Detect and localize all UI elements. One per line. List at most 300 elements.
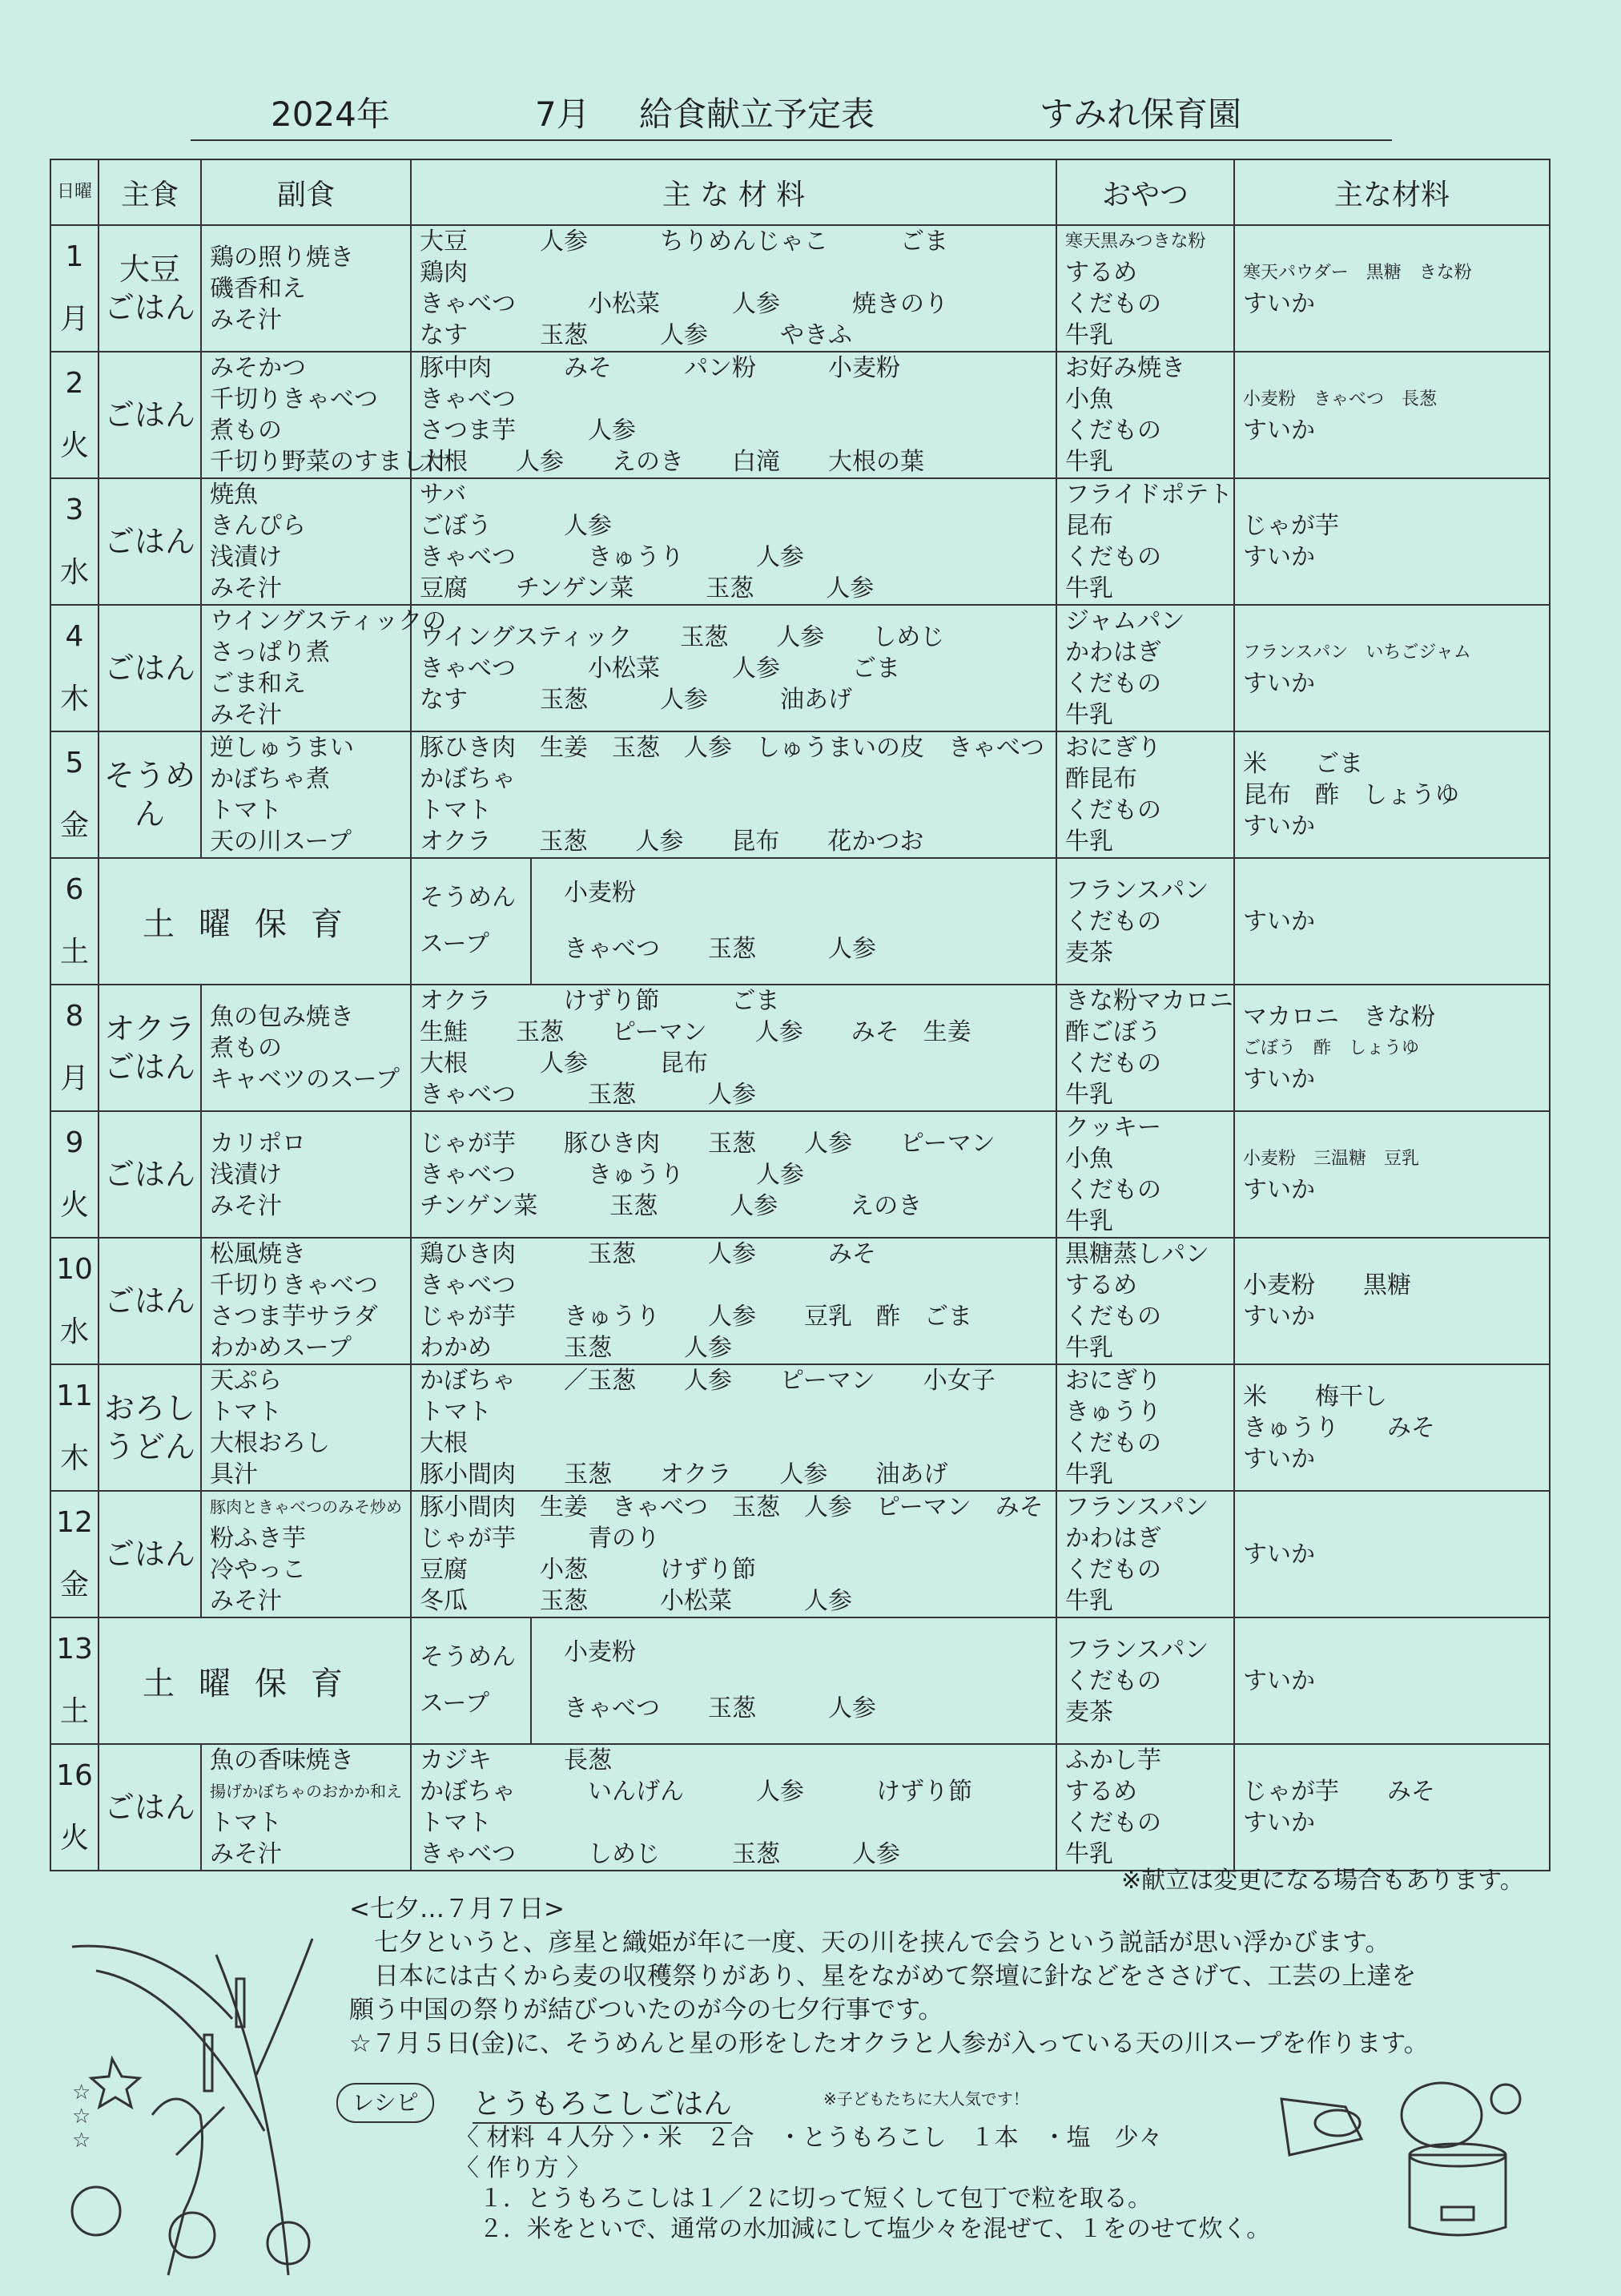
side-cell bbox=[201, 1744, 411, 1871]
line: ごはん bbox=[103, 524, 195, 559]
line: 揚げかぼちゃのおかか和え bbox=[210, 1782, 402, 1801]
weekday: 土 bbox=[59, 1695, 89, 1728]
line: 魚の香味焼き bbox=[210, 1746, 354, 1774]
snack-ingredients-cell bbox=[1234, 858, 1550, 985]
line: そうめん bbox=[103, 758, 195, 832]
line: きゃべつ しめじ 玉葱 人参 bbox=[420, 1840, 900, 1868]
sat-dish: そうめん bbox=[420, 884, 516, 912]
sat-ingredient: 小麦粉 bbox=[564, 1638, 636, 1666]
recipe-note: ※子どもたちに大人気です！ bbox=[823, 2089, 1029, 2109]
snack-cell bbox=[1056, 1617, 1234, 1744]
line: オクラ けずり節 ごま bbox=[420, 987, 780, 1015]
line: チンゲン菜 玉葱 人参 えのき bbox=[420, 1191, 923, 1220]
line: すいか bbox=[1243, 907, 1315, 936]
line: 牛乳 bbox=[1065, 828, 1113, 856]
col-snack-ingredients: 主な材料 bbox=[1234, 159, 1550, 225]
line: 大根 人参 昆布 bbox=[420, 1049, 708, 1078]
line: 小麦粉 黒糖 bbox=[1243, 1271, 1411, 1299]
staple-cell bbox=[99, 1744, 201, 1871]
line: きゅうり bbox=[1065, 1398, 1161, 1426]
snack-ingredients-cell bbox=[1234, 1111, 1550, 1238]
date: 5 bbox=[65, 747, 84, 779]
side-cell bbox=[201, 605, 447, 731]
line: くだもの bbox=[1065, 670, 1161, 698]
line: みそ汁 bbox=[210, 1587, 282, 1615]
line: じゃが芋 青のり bbox=[420, 1525, 660, 1553]
line: ごはん bbox=[103, 1537, 195, 1572]
line: 浅漬け bbox=[210, 543, 282, 571]
tanabata-line: 七夕というと、彦星と織姫が年に一度、天の川を挟んで会うという説話が思い浮かびます。 bbox=[349, 1928, 1390, 1957]
line: 豚小間肉 玉葱 オクラ 人参 油あげ bbox=[420, 1460, 948, 1488]
line: すいか bbox=[1243, 1444, 1315, 1473]
snack-ingredients-cell bbox=[1234, 1238, 1550, 1364]
line: 牛乳 bbox=[1065, 1587, 1113, 1615]
line: すいか bbox=[1243, 1666, 1315, 1695]
sat-ingredient: きゃべつ 玉葱 人参 bbox=[564, 1694, 876, 1722]
date: 8 bbox=[65, 1000, 84, 1033]
sat-ingredient: 小麦粉 bbox=[564, 879, 636, 907]
line: 浅漬け bbox=[210, 1160, 282, 1189]
line: きゃべつ 小松菜 人参 ごま bbox=[420, 654, 900, 683]
line: おにぎり bbox=[1065, 734, 1161, 762]
side-cell bbox=[201, 731, 411, 858]
line: 豚中肉 みそ パン粉 小麦粉 bbox=[420, 354, 900, 382]
line: すいか bbox=[1243, 1065, 1315, 1094]
line: 牛乳 bbox=[1065, 1840, 1113, 1868]
line: 牛乳 bbox=[1065, 1460, 1113, 1488]
line: 大根 人参 えのき 白滝 大根の葉 bbox=[420, 448, 924, 476]
snack-cell bbox=[1056, 225, 1234, 352]
col-ingredients: 主 な 材 料 bbox=[411, 159, 1056, 225]
sat-dishes-cell bbox=[411, 1617, 531, 1744]
line: さつま芋サラダ bbox=[210, 1303, 378, 1331]
line: かわはぎ bbox=[1065, 1525, 1161, 1553]
tanabata-line: 願う中国の祭りが結びついたのが今の七夕行事です。 bbox=[349, 1996, 943, 2024]
side-cell bbox=[201, 1238, 411, 1364]
snack-ingredients-cell bbox=[1234, 1491, 1550, 1617]
snack-cell bbox=[1056, 731, 1234, 858]
recipe-steps bbox=[455, 2123, 1336, 2245]
line: 天ぷら bbox=[210, 1367, 282, 1395]
staple-cell bbox=[99, 352, 201, 478]
ingredients-cell bbox=[411, 1364, 1056, 1491]
snack-ingredients-cell bbox=[1234, 225, 1550, 352]
line: さつま芋 人参 bbox=[420, 417, 636, 445]
staple-cell bbox=[99, 731, 201, 858]
line: 米 梅干し bbox=[1243, 1382, 1387, 1411]
staple-cell bbox=[99, 225, 201, 352]
snack-cell bbox=[1056, 1744, 1234, 1871]
recipe-line: 〈 作り方 〉 bbox=[455, 2154, 591, 2182]
line: ごぼう 酢 しょうゆ bbox=[1243, 1037, 1420, 1058]
line: ごはん bbox=[103, 397, 195, 433]
weekday: 金 bbox=[59, 1569, 89, 1601]
line: くだもの bbox=[1065, 1429, 1161, 1457]
ingredients-cell bbox=[411, 731, 1056, 858]
line: 磯香和え bbox=[210, 274, 306, 303]
line: ウイングスティックの bbox=[210, 607, 447, 635]
line: 豚ひき肉 生姜 玉葱 人参 しゅうまいの皮 きゃべつ bbox=[420, 734, 1044, 762]
table-row bbox=[50, 352, 1550, 478]
date: 3 bbox=[65, 493, 84, 526]
line: 生鮭 玉葱 ピーマン 人参 みそ 生姜 bbox=[420, 1018, 971, 1046]
line: みそ汁 bbox=[210, 574, 282, 602]
line: すいか bbox=[1243, 1540, 1315, 1569]
line: すいか bbox=[1243, 417, 1315, 445]
line: きゃべつ bbox=[420, 1271, 516, 1299]
line: 鶏肉 bbox=[420, 259, 468, 287]
weekday: 水 bbox=[59, 556, 89, 589]
line: トマト bbox=[420, 1809, 492, 1837]
line: きな粉マカロニ bbox=[1065, 987, 1233, 1015]
line: 鶏ひき肉 玉葱 人参 みそ bbox=[420, 1240, 876, 1268]
line: ごはん bbox=[103, 1049, 195, 1085]
line: くだもの bbox=[1065, 417, 1161, 445]
snack-ingredients-cell bbox=[1234, 1744, 1550, 1871]
weekday: 土 bbox=[59, 936, 89, 969]
line: みそ汁 bbox=[210, 1191, 282, 1220]
staple-cell bbox=[99, 1364, 201, 1491]
line: みそ汁 bbox=[210, 305, 282, 334]
line: 煮もの bbox=[210, 417, 282, 445]
weekday: 火 bbox=[59, 1822, 89, 1855]
snack-cell bbox=[1056, 1111, 1234, 1238]
line: 松風焼き bbox=[210, 1240, 306, 1268]
line: トマト bbox=[210, 1809, 282, 1837]
date: 12 bbox=[56, 1506, 93, 1539]
table-row bbox=[50, 1617, 1550, 1744]
day-cell bbox=[50, 352, 99, 478]
line: するめ bbox=[1065, 1778, 1137, 1806]
staple-cell bbox=[99, 1238, 201, 1364]
snack-cell bbox=[1056, 1238, 1234, 1364]
svg-text:☆: ☆ bbox=[72, 2105, 91, 2129]
ingredients-cell bbox=[411, 478, 1056, 605]
page-title bbox=[191, 82, 1392, 141]
side-cell bbox=[201, 1111, 411, 1238]
day-cell bbox=[50, 1617, 99, 1744]
line: 麦茶 bbox=[1065, 938, 1113, 967]
table-row bbox=[50, 731, 1550, 858]
staple-cell bbox=[99, 605, 201, 731]
line: じゃが芋 豚ひき肉 玉葱 人参 ピーマン bbox=[420, 1129, 996, 1158]
ingredients-cell bbox=[411, 225, 1056, 352]
line: フランスパン いちごジャム bbox=[1243, 642, 1471, 663]
staple-cell bbox=[99, 1491, 201, 1617]
staple-cell bbox=[99, 1111, 201, 1238]
rice-cooker-illustration bbox=[1265, 2067, 1570, 2251]
side-cell bbox=[201, 985, 411, 1111]
ingredients-cell bbox=[411, 1744, 1056, 1871]
table-row bbox=[50, 1491, 1550, 1617]
menu-table bbox=[50, 159, 1551, 1871]
snack-cell bbox=[1056, 605, 1234, 731]
line: くだもの bbox=[1065, 543, 1161, 571]
day-cell bbox=[50, 1238, 99, 1364]
line: 大根 bbox=[420, 1429, 468, 1457]
line: ごはん bbox=[103, 1157, 195, 1192]
line: フライドポテト bbox=[1065, 481, 1233, 509]
side-cell bbox=[201, 352, 450, 478]
recipe-name: とうもろこしごはん bbox=[473, 2081, 732, 2124]
line: かぼちゃ ／玉葱 人参 ピーマン 小女子 bbox=[420, 1367, 996, 1395]
tanabata-line: 日本には古くから麦の収穫祭りがあり、星をながめて祭壇に針などをささげて、工芸の上達を bbox=[349, 1962, 1417, 1991]
date: 11 bbox=[56, 1380, 93, 1412]
ingredients-cell bbox=[411, 1491, 1056, 1617]
line: きんぴら bbox=[210, 512, 306, 540]
snack-ingredients-cell bbox=[1234, 352, 1550, 478]
svg-text:☆: ☆ bbox=[72, 2129, 91, 2153]
line: トマト bbox=[420, 796, 492, 824]
ingredients-cell bbox=[411, 1238, 1056, 1364]
day-cell bbox=[50, 1491, 99, 1617]
line: くだもの bbox=[1065, 1049, 1161, 1078]
line: カジキ 長葱 bbox=[420, 1746, 612, 1774]
line: 粉ふき芋 bbox=[210, 1525, 306, 1553]
day-cell bbox=[50, 985, 99, 1111]
line: おにぎり bbox=[1065, 1367, 1161, 1395]
side-cell bbox=[201, 1364, 411, 1491]
line: ジャムパン bbox=[1065, 607, 1185, 635]
table-row bbox=[50, 858, 1550, 985]
sat-dish: そうめん bbox=[420, 1643, 516, 1671]
line: きゃべつ きゅうり 人参 bbox=[420, 1160, 804, 1189]
line: 千切りきゃべつ bbox=[210, 385, 378, 413]
snack-cell bbox=[1056, 985, 1234, 1111]
line: 大豆 bbox=[119, 252, 180, 287]
line: 牛乳 bbox=[1065, 574, 1113, 602]
line: クッキー bbox=[1065, 1114, 1161, 1142]
table-row bbox=[50, 478, 1550, 605]
line: 千切りきゃべつ bbox=[210, 1271, 378, 1299]
saturday-care: 土曜保育 bbox=[99, 858, 411, 985]
line: 大根おろし bbox=[210, 1429, 330, 1457]
line: 牛乳 bbox=[1065, 1207, 1113, 1235]
line: サバ bbox=[420, 481, 467, 509]
day-cell bbox=[50, 605, 99, 731]
line: かぼちゃ煮 bbox=[210, 765, 330, 793]
line: くだもの bbox=[1065, 1809, 1161, 1837]
day-cell bbox=[50, 1111, 99, 1238]
snack-ingredients-cell bbox=[1234, 985, 1550, 1111]
line: くだもの bbox=[1065, 290, 1161, 318]
line: くだもの bbox=[1065, 1666, 1161, 1695]
line: 豆腐 チンゲン菜 玉葱 人参 bbox=[420, 574, 875, 602]
weekday: 水 bbox=[59, 1315, 89, 1348]
line: 鶏の照り焼き bbox=[210, 243, 354, 272]
line: 豚小間肉 生姜 きゃべつ 玉葱 人参 ピーマン みそ bbox=[420, 1493, 1044, 1521]
line: くだもの bbox=[1065, 1556, 1161, 1584]
line: なす 玉葱 人参 油あげ bbox=[420, 685, 852, 714]
line: くだもの bbox=[1065, 907, 1161, 936]
snack-cell bbox=[1056, 1491, 1234, 1617]
line: うどん bbox=[103, 1429, 195, 1464]
col-day: 日曜 bbox=[50, 159, 99, 225]
line: 昆布 酢 しょうゆ bbox=[1243, 780, 1459, 809]
line: トマト bbox=[420, 1398, 492, 1426]
weekday: 木 bbox=[59, 683, 89, 715]
line: 焼魚 bbox=[210, 481, 258, 509]
line: すいか bbox=[1243, 1176, 1315, 1204]
line: 寒天黒みつきな粉 bbox=[1065, 232, 1206, 252]
title-text: 給食献立予定表 bbox=[639, 95, 875, 134]
table-row bbox=[50, 1111, 1550, 1238]
line: フランスパン bbox=[1065, 1635, 1209, 1664]
weekday: 木 bbox=[59, 1442, 89, 1475]
line: 天の川スープ bbox=[210, 828, 352, 856]
line: ウイングスティック 玉葱 人参 しめじ bbox=[420, 622, 945, 651]
line: きゃべつ きゅうり 人参 bbox=[420, 543, 804, 571]
col-side: 副食 bbox=[201, 159, 411, 225]
line: 豆腐 小葱 けずり節 bbox=[420, 1556, 756, 1584]
side-cell bbox=[201, 478, 411, 605]
col-staple: 主食 bbox=[99, 159, 201, 225]
snack-ingredients-cell bbox=[1234, 478, 1550, 605]
date: 2 bbox=[65, 367, 84, 400]
day-cell bbox=[50, 225, 99, 352]
day-cell bbox=[50, 731, 99, 858]
line: ごはん bbox=[103, 651, 195, 686]
line: するめ bbox=[1065, 1271, 1137, 1299]
date: 10 bbox=[56, 1253, 93, 1286]
line: 具汁 bbox=[210, 1460, 258, 1488]
table-row bbox=[50, 985, 1550, 1111]
line: 牛乳 bbox=[1065, 321, 1113, 349]
snack-ingredients-cell bbox=[1234, 1617, 1550, 1744]
date: 13 bbox=[56, 1633, 93, 1666]
line: すいか bbox=[1243, 670, 1315, 698]
line: おろし bbox=[103, 1391, 195, 1426]
line: くだもの bbox=[1065, 1303, 1161, 1331]
weekday: 火 bbox=[59, 1189, 89, 1222]
line: 酢昆布 bbox=[1065, 765, 1137, 793]
line: 小麦粉 きゃべつ 長葱 bbox=[1243, 389, 1438, 409]
col-snack: おやつ bbox=[1056, 159, 1234, 225]
tanabata-heading: <七夕…７月７日> bbox=[349, 1895, 565, 1923]
line: 寒天パウダー 黒糖 きな粉 bbox=[1243, 263, 1472, 283]
line: フランスパン bbox=[1065, 1493, 1209, 1521]
svg-text:☆: ☆ bbox=[72, 2080, 91, 2105]
day-cell bbox=[50, 1744, 99, 1871]
line: みそ汁 bbox=[210, 1840, 282, 1868]
line: すいか bbox=[1243, 1303, 1315, 1331]
snack-ingredients-cell bbox=[1234, 605, 1550, 731]
line: かぼちゃ いんげん 人参 けずり節 bbox=[420, 1778, 972, 1806]
line: 米 ごま bbox=[1243, 749, 1363, 778]
line: じゃが芋 bbox=[1243, 512, 1339, 540]
title-year: 2024年 bbox=[271, 95, 390, 134]
line: マカロニ きな粉 bbox=[1243, 1002, 1435, 1031]
table-row bbox=[50, 605, 1550, 731]
line: カリポロ bbox=[210, 1129, 306, 1158]
day-cell bbox=[50, 478, 99, 605]
date: 4 bbox=[65, 620, 84, 653]
snack-cell bbox=[1056, 858, 1234, 985]
line: じゃが芋 みそ bbox=[1243, 1778, 1435, 1806]
line: きゃべつ 小松菜 人参 焼きのり bbox=[420, 290, 948, 318]
line: 小麦粉 三温糖 豆乳 bbox=[1243, 1149, 1420, 1169]
line: くだもの bbox=[1065, 1176, 1161, 1204]
line: 豚肉ときゃべつのみそ炒め bbox=[210, 1497, 402, 1517]
tanabata-illustration bbox=[24, 1891, 328, 2291]
saturday-care: 土曜保育 bbox=[99, 1617, 411, 1744]
line: 大豆 人参 ちりめんじゃこ ごま bbox=[420, 228, 948, 256]
line: すいか bbox=[1243, 1809, 1315, 1837]
side-cell bbox=[201, 1491, 411, 1617]
line: 冬瓜 玉葱 小松菜 人参 bbox=[420, 1587, 852, 1615]
line: きゅうり みそ bbox=[1243, 1413, 1435, 1442]
staple-cell bbox=[99, 478, 201, 605]
table-row bbox=[50, 1238, 1550, 1364]
line: かぼちゃ bbox=[420, 765, 516, 793]
line: みそ汁 bbox=[210, 701, 282, 729]
line: すいか bbox=[1243, 812, 1315, 840]
line: ごはん bbox=[103, 290, 195, 325]
line: すいか bbox=[1243, 290, 1315, 318]
ingredients-cell bbox=[411, 1111, 1056, 1238]
line: 小魚 bbox=[1065, 1145, 1113, 1173]
side-cell bbox=[201, 225, 411, 352]
line: オクラ 玉葱 人参 昆布 花かつお bbox=[420, 828, 924, 856]
day-cell bbox=[50, 1364, 99, 1491]
line: みそかつ bbox=[210, 354, 306, 382]
sat-ingredients-cell bbox=[531, 858, 1056, 985]
line: 牛乳 bbox=[1065, 1081, 1113, 1109]
line: 黒糖蒸しパン bbox=[1065, 1240, 1209, 1268]
sat-dish: スープ bbox=[420, 1690, 489, 1718]
line: フランスパン bbox=[1065, 876, 1209, 904]
tanabata-line: ☆７月５日(金)に、そうめんと星の形をしたオクラと人参が入っている天の川スープを作ります。 bbox=[349, 2029, 1429, 2058]
date: 1 bbox=[65, 240, 84, 273]
line: 冷やっこ bbox=[210, 1556, 306, 1584]
line: キャベツのスープ bbox=[210, 1065, 400, 1094]
snack-cell bbox=[1056, 1364, 1234, 1491]
line: じゃが芋 きゅうり 人参 豆乳 酢 ごま bbox=[420, 1303, 972, 1331]
line: ふかし芋 bbox=[1065, 1746, 1161, 1774]
line: ごぼう 人参 bbox=[420, 512, 612, 540]
weekday: 月 bbox=[59, 303, 89, 336]
line: 小魚 bbox=[1065, 385, 1113, 413]
line: トマト bbox=[210, 1398, 282, 1426]
tanabata-note bbox=[349, 1892, 1583, 2060]
sat-dishes-cell bbox=[411, 858, 531, 985]
ingredients-cell bbox=[411, 605, 1056, 731]
line: ごま和え bbox=[210, 670, 306, 698]
line: お好み焼き bbox=[1065, 354, 1185, 382]
table-row bbox=[50, 225, 1550, 352]
staple-cell bbox=[99, 985, 201, 1111]
line: 魚の包み焼き bbox=[210, 1002, 354, 1031]
line: トマト bbox=[210, 796, 282, 824]
line: きゃべつ 玉葱 人参 bbox=[420, 1081, 756, 1109]
title-month: 7月 bbox=[535, 95, 590, 134]
line: 麦茶 bbox=[1065, 1698, 1113, 1726]
table-row bbox=[50, 1364, 1550, 1491]
weekday: 金 bbox=[59, 809, 89, 842]
line: 煮もの bbox=[210, 1033, 282, 1062]
ingredients-cell bbox=[411, 352, 1056, 478]
line: 昆布 bbox=[1065, 512, 1113, 540]
line: 牛乳 bbox=[1065, 701, 1113, 729]
recipe-line: 〈 材料 ４人分 〉・米 ２合 ・とうもろこし １本 ・塩 少々 bbox=[455, 2124, 1163, 2152]
recipe-badge: レシピ bbox=[336, 2083, 434, 2123]
line: 牛乳 bbox=[1065, 448, 1113, 476]
line: 逆しゅうまい bbox=[210, 734, 354, 762]
title-school: すみれ保育園 bbox=[1040, 95, 1242, 134]
line: ごはん bbox=[103, 1283, 195, 1319]
line: 牛乳 bbox=[1065, 1334, 1113, 1362]
sat-dish: スープ bbox=[420, 930, 489, 958]
